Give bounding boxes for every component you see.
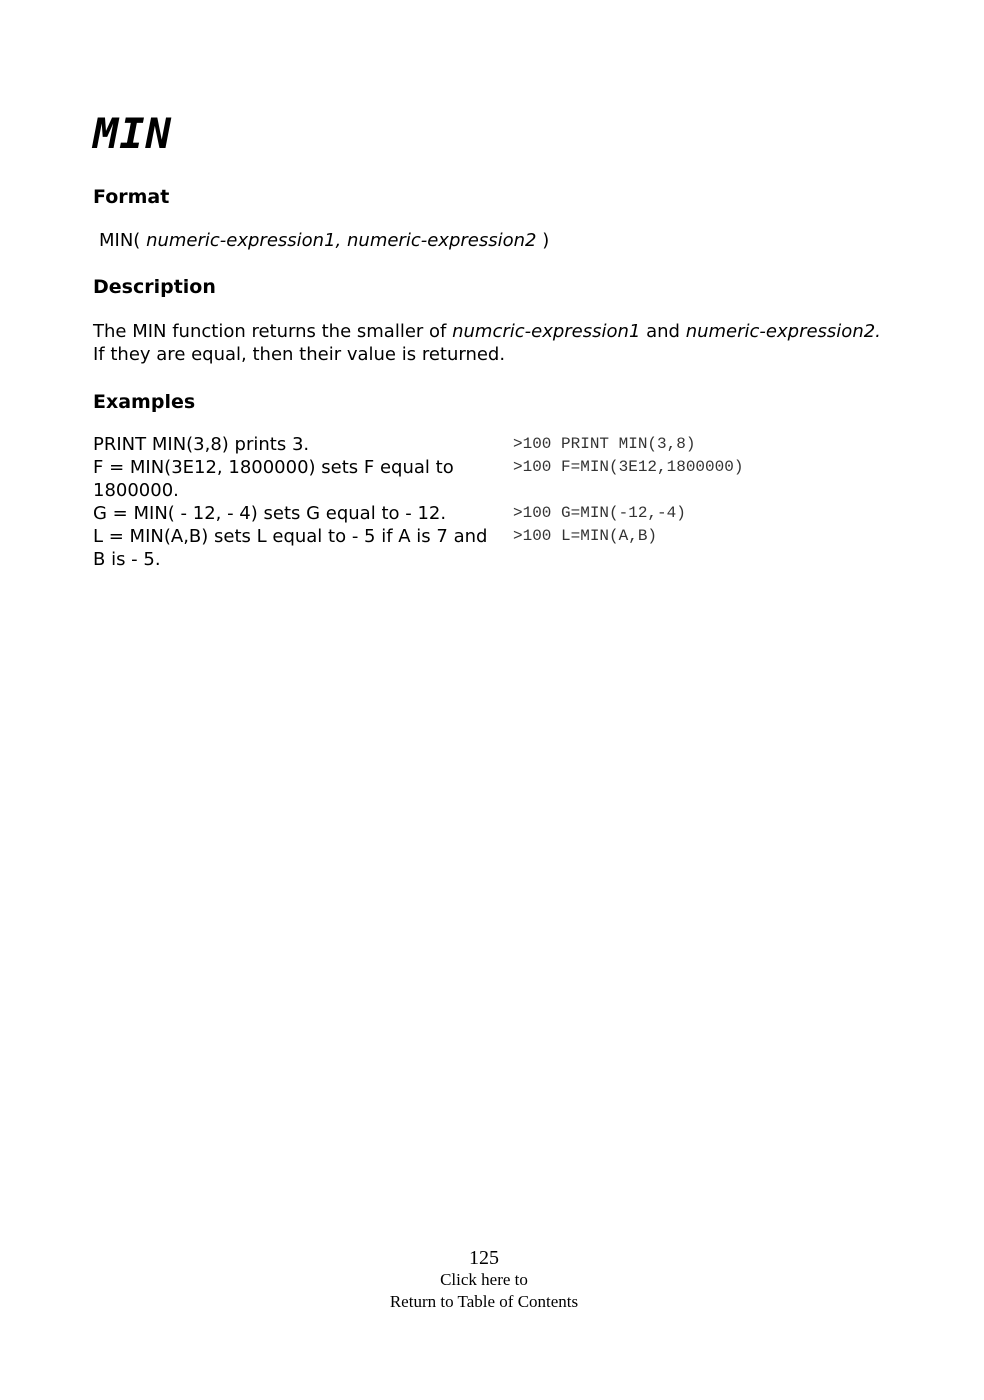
example-description: F = MIN(3E12, 1800000) sets F equal to 1800000. <box>93 457 454 501</box>
format-heading: Format <box>93 186 170 208</box>
description-paragraph <box>93 320 883 366</box>
description-heading: Description <box>93 276 216 298</box>
format-arg1: numeric-expression1, <box>146 230 342 251</box>
description-term2: numeric-expression2. <box>685 321 881 342</box>
format-prefix: MIN( <box>99 230 141 251</box>
example-code: >100 G=MIN(-12,-4) <box>513 504 686 522</box>
example-description: L = MIN(A,B) sets L equal to - 5 if A is 7 and B is - 5. <box>93 526 488 570</box>
example-code: >100 PRINT MIN(3,8) <box>513 435 696 453</box>
example-code: >100 L=MIN(A,B) <box>513 527 658 545</box>
page-number: 125 <box>469 1247 499 1269</box>
description-term1: numcric-expression1 <box>452 321 641 342</box>
description-part1: The MIN function returns the smaller of <box>93 321 453 342</box>
example-description: G = MIN( - 12, - 4) sets G equal to - 12. <box>93 503 447 524</box>
example-code: >100 F=MIN(3E12,1800000) <box>513 458 744 476</box>
example-description: PRINT MIN(3,8) prints 3. <box>93 434 310 455</box>
page-title: MIN <box>93 109 172 158</box>
format-suffix: ) <box>542 230 550 251</box>
format-arg2: numeric-expression2 <box>347 230 537 251</box>
toc-link-line2[interactable]: Return to Table of Contents <box>389 1292 579 1311</box>
description-part2: and <box>640 321 686 342</box>
format-syntax <box>99 229 549 252</box>
examples-heading: Examples <box>93 391 196 413</box>
toc-link-line1[interactable]: Click here to <box>440 1270 528 1289</box>
description-part3: If they are equal, then their value is returned. <box>93 344 506 365</box>
